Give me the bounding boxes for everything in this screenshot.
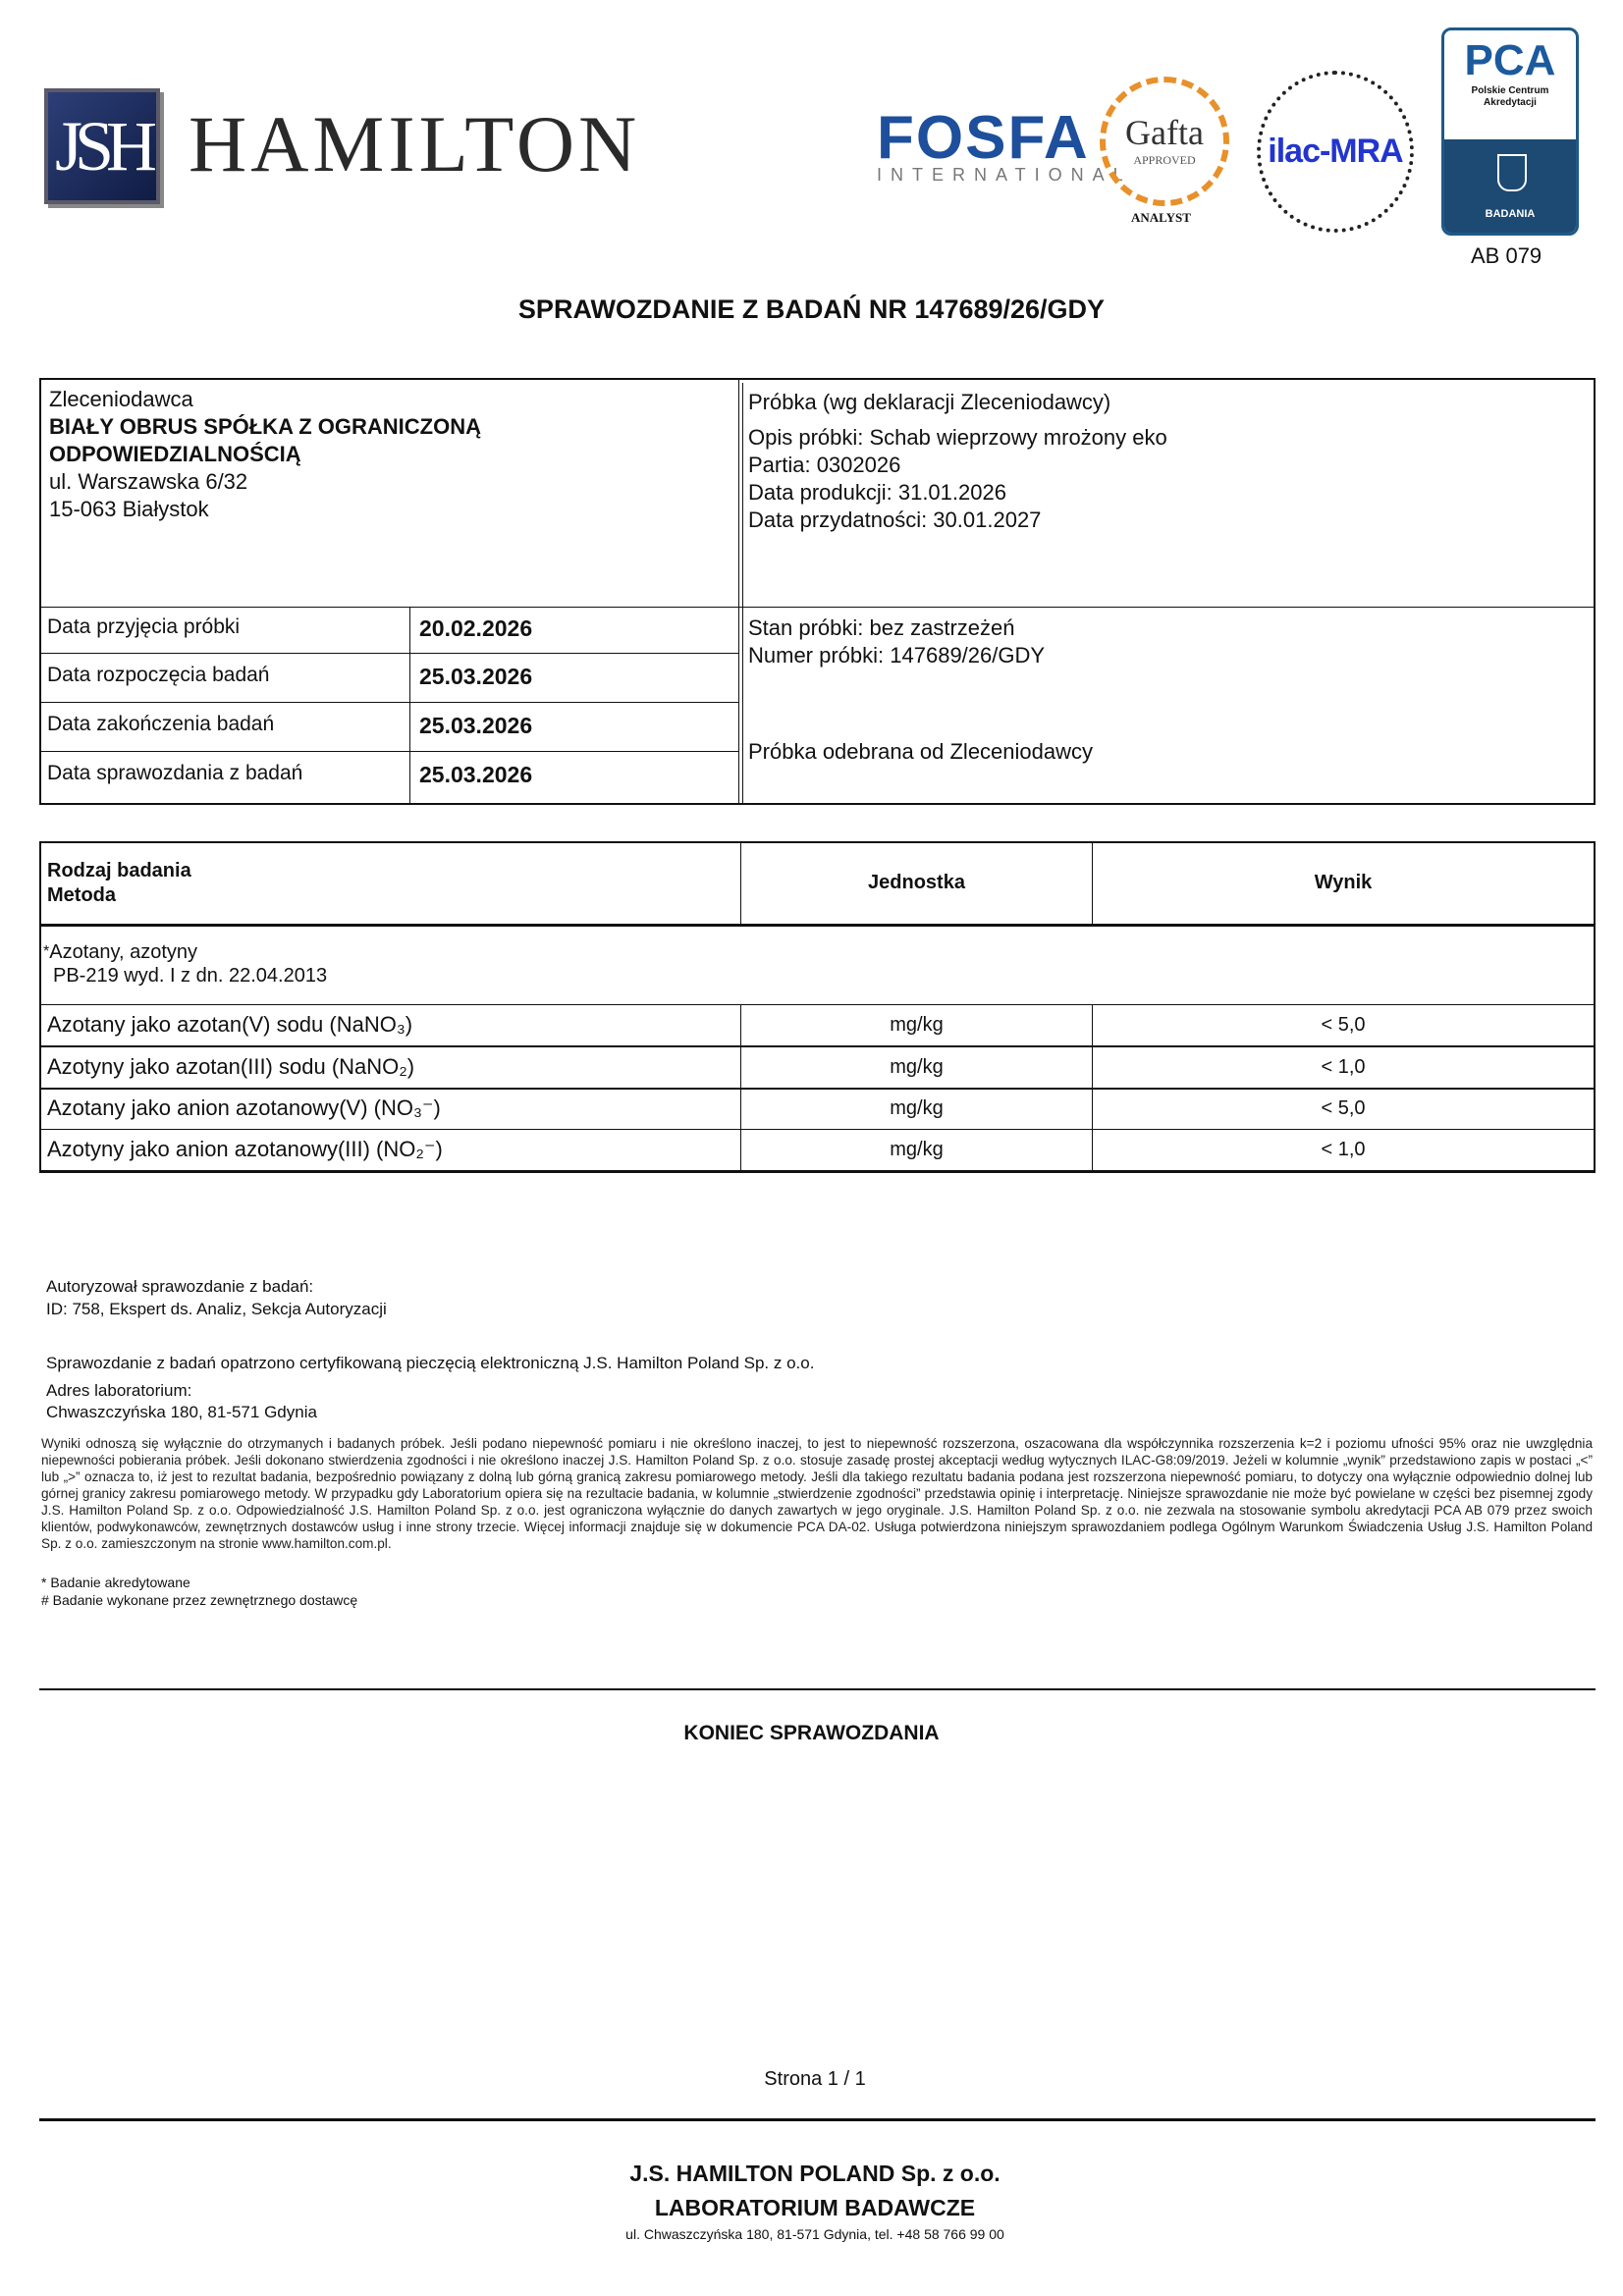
address-label: Adres laboratorium: [46, 1381, 192, 1400]
footnote-accredited: * Badanie akredytowane [41, 1575, 190, 1590]
divider [409, 607, 410, 803]
gafta-text: Gafta [1125, 113, 1204, 152]
fosfa-subtitle: INTERNATIONAL [877, 165, 1132, 185]
footer-lab: LABORATORIUM BADAWCZE [654, 2195, 976, 2220]
result-unit: mg/kg [890, 1097, 944, 1119]
date-label: Data rozpoczęcia badań [47, 664, 270, 686]
divider [39, 702, 738, 703]
accredited-marker: * [43, 943, 50, 960]
divider [39, 1129, 1596, 1130]
address-value: Chwaszczyńska 180, 81-571 Gdynia [46, 1403, 317, 1421]
sample-section [748, 389, 1167, 534]
gafta-logo [1100, 77, 1229, 206]
client-label: Zleceniodawca [49, 387, 193, 411]
date-label: Data sprawozdania z badań [47, 762, 303, 784]
client-name: BIAŁY OBRUS SPÓŁKA Z OGRANICZONĄ ODPOWIEDZIALNOŚCIĄ [49, 414, 482, 466]
results-header-type [47, 859, 191, 908]
divider [738, 378, 739, 805]
hamilton-logo: JSH [44, 88, 160, 204]
divider [39, 841, 41, 1173]
sample-source: Próbka odebrana od Zleceniodawcy [748, 739, 1094, 764]
auth-person: ID: 758, Ekspert ds. Analiz, Sekcja Autoryzacji [46, 1300, 387, 1318]
result-unit: mg/kg [890, 1014, 944, 1036]
divider [39, 1045, 1596, 1047]
auth-label: Autoryzował sprawozdanie z badań: [46, 1277, 314, 1296]
date-label: Data przyjęcia próbki [47, 615, 241, 638]
divider [39, 2118, 1596, 2121]
ilac-mra-logo [1257, 71, 1414, 233]
disclaimer: Wyniki odnoszą się wyłącznie do otrzymanych i badanych próbek. Jeśli podano niepewność pomiaru i nie określono inaczej, to jest to niepewność rozszerzona, oszacowana dla współczynnika rozszerzenia k=2 i poziomu ufności 95% oraz nie uwzględnia niepewności pobierania próbek. Jeśli dokonano stwierdzenia zgodności i nie określono inaczej J.S. Hamilton Poland Sp. z o.o. stosuje zasadę prostej akceptacji według wytycznych ILAC-G8:09/2019. Jeżeli w kolumnie „wynik” przedstawiono zapis w postaci „<” lub „>” oznacza to, iż jest to rezultat badania, bezpośrednio powiązany z dolną lub górną granicą zakresu pomiarowego metody. Jeśli dla takiego rezultatu badania podana jest rozszerzona niepewność pomiaru, to dotyczy ona wyłącznie odpowiednio dolnej lub górnej granicy zakresu pomiarowego metody. W przypadku gdy Laboratorium opiera się na rezultacie badania, w kolumnie „stwierdzenie zgodności” przedstawia opinię i interpretację. Niniejsze sprawozdanie nie może być powielane w części bez pisemnej zgody J.S. Hamilton Poland Sp. z o.o. Odpowiedzialność J.S. Hamilton Poland Sp. z o.o. jest ograniczona wyłącznie do danych zawartych w jego oryginale. J.S. Hamilton Poland Sp. z o.o. nie zezwala na stosowanie symbolu akredytacji PCA AB 079 przez swoich klientów, podwykonawców, zewnętrznych dostawców usług i inne strony trzecie. Więcej informacji znajduje się w dokumencie PCA DA-02. Usługa potwierdzona niniejszym sprawozdaniem podlega Ogólnym Warunkom Świadczenia Usług J.S. Hamilton Poland Sp. z o.o. zamieszczonym na stronie www.hamilton.com.pl. [41, 1436, 1593, 1551]
client-street: ul. Warszawska 6/32 [49, 469, 248, 494]
sample-batch: Partia: 0302026 [748, 453, 901, 477]
result-unit: mg/kg [890, 1139, 944, 1160]
divider [39, 653, 738, 654]
date-value: 25.03.2026 [419, 762, 533, 787]
group-method: PB-219 wyd. I z dn. 22.04.2013 [53, 965, 328, 987]
sample-expiry: Data przydatności: 30.01.2027 [748, 507, 1042, 532]
col-type: Rodzaj badania [47, 860, 191, 881]
pca-text: PCA [1464, 36, 1556, 84]
divider [39, 1688, 1596, 1690]
divider [39, 924, 1596, 927]
col-method: Metoda [47, 884, 116, 906]
authorization [46, 1275, 387, 1320]
client-city: 15-063 Białystok [49, 497, 209, 521]
date-label: Data zakończenia badań [47, 713, 275, 735]
divider [39, 841, 1596, 843]
seal-note: Sprawozdanie z badań opatrzono certyfikowaną pieczęcią elektroniczną J.S. Hamilton Poland Sp. z o.o. [46, 1354, 815, 1372]
divider [39, 751, 738, 752]
pca-logo [1441, 27, 1579, 236]
divider [39, 607, 1596, 608]
footer-address: ul. Chwaszczyńska 180, 81-571 Gdynia, tel. +48 58 766 99 00 [625, 2226, 1004, 2242]
divider [1594, 841, 1596, 1173]
sample-condition: Stan próbki: bez zastrzeżeń [748, 615, 1015, 640]
result-name: Azotany jako anion azotanowy(V) (NO₃⁻) [47, 1095, 441, 1120]
test-group [43, 940, 327, 988]
brand-name: HAMILTON [189, 99, 641, 188]
footnote-external: # Badanie wykonane przez zewnętrznego dostawcę [41, 1592, 358, 1608]
flask-icon [1497, 154, 1527, 191]
end-of-report: KONIEC SPRAWOZDANIA [683, 1722, 940, 1744]
accreditation-number: AB 079 [1471, 243, 1542, 268]
date-value: 25.03.2026 [419, 664, 533, 689]
pca-subtitle: Polskie Centrum Akredytacji [1471, 85, 1549, 108]
result-value: < 1,0 [1321, 1139, 1366, 1160]
page-number: Strona 1 / 1 [764, 2068, 866, 2090]
divider [39, 803, 1596, 805]
sample-status [748, 614, 1045, 669]
footnotes [41, 1574, 357, 1609]
result-name: Azotyny jako anion azotanowy(III) (NO₂⁻) [47, 1137, 443, 1161]
client-section [49, 386, 727, 523]
col-result: Wynik [1314, 872, 1373, 893]
result-value: < 1,0 [1321, 1056, 1366, 1078]
col-unit: Jednostka [868, 872, 965, 893]
result-value: < 5,0 [1321, 1097, 1366, 1119]
divider [39, 1004, 1596, 1005]
group-name: Azotany, azotyny [49, 941, 198, 963]
divider [39, 378, 41, 805]
sample-production: Data produkcji: 31.01.2026 [748, 480, 1006, 505]
ilac-text: ilac-MRA [1268, 133, 1403, 170]
result-unit: mg/kg [890, 1056, 944, 1078]
pca-badania: BADANIA [1444, 139, 1576, 233]
date-value: 20.02.2026 [419, 615, 533, 641]
gafta-analyst: ANALYST [1131, 210, 1191, 225]
result-value: < 5,0 [1321, 1014, 1366, 1036]
sample-description: Opis próbki: Schab wieprzowy mrożony eko [748, 425, 1167, 450]
date-value: 25.03.2026 [419, 713, 533, 738]
report-title: SPRAWOZDANIE Z BADAŃ NR 147689/26/GDY [517, 294, 1106, 324]
lab-address [46, 1380, 317, 1423]
divider [39, 378, 1596, 380]
result-name: Azotany jako azotan(V) sodu (NaNO₃) [47, 1012, 413, 1037]
divider [1594, 378, 1596, 805]
fosfa-logo: FOSFA [877, 104, 1090, 172]
sample-number: Numer próbki: 147689/26/GDY [748, 643, 1046, 667]
divider [742, 383, 743, 803]
footer-company: J.S. HAMILTON POLAND Sp. z o.o. [629, 2161, 1001, 2186]
sample-label: Próbka (wg deklaracji Zleceniodawcy) [748, 390, 1111, 414]
result-name: Azotyny jako azotan(III) sodu (NaNO₂) [47, 1054, 415, 1079]
divider [39, 1088, 1596, 1090]
gafta-approved: APPROVED [1133, 153, 1196, 167]
divider [39, 1170, 1596, 1173]
